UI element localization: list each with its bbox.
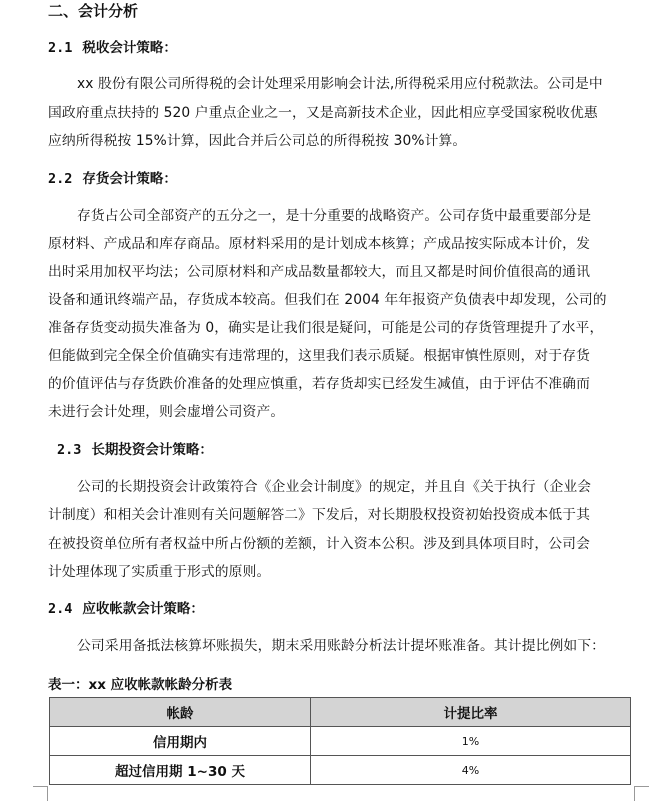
table-row (50, 756, 631, 785)
column-header-rate: 计提比率 (311, 698, 631, 727)
page-corner-mark-right (634, 786, 649, 801)
paragraph-line: 公司采用备抵法核算坏账损失，期末采用账龄分析法计提坏账准备。其计提比例如下： (77, 638, 606, 654)
paragraph-line: 未进行会计处理，则会虚增公司资产。 (48, 404, 285, 420)
paragraph-line: 计制度）和相关会计准则有关问题解答二》下发后，对长期股权投资初始投资成本低于其 (48, 507, 590, 523)
heading-number: 2.2 (48, 171, 73, 187)
heading-text: 存货会计策略： (82, 171, 177, 187)
section-title: 二、会计分析 (48, 2, 139, 20)
paragraph-line: 的价值评估与存货跌价准备的处理应慎重，若存货却实已经发生减值，由于评估不准确而 (48, 376, 590, 392)
heading-2-2 (48, 169, 177, 189)
paragraph-line: 原材料、产成品和库存商品。原材料采用的是计划成本核算；产成品按实际成本计价，发 (48, 236, 590, 252)
paragraph-line: 应纳所得税按 15%计算，因此合并后公司总的所得税按 30%计算。 (48, 133, 467, 149)
table-header-row (50, 698, 631, 727)
heading-text: 应收帐款会计策略： (82, 601, 204, 617)
table-cell-aging: 超过信用期 1~30 天 (50, 756, 311, 785)
paragraph-line: 公司的长期投资会计政策符合《企业会计制度》的规定，并且自《关于执行（企业会 (77, 479, 592, 495)
table-row (50, 727, 631, 756)
table-cell-rate: 4% (311, 756, 631, 785)
heading-2-4 (48, 599, 204, 619)
heading-text: 长期投资会计策略： (91, 442, 213, 458)
paragraph-line: 但能做到完全保全价值确实有违常理的，这里我们表示质疑。根据审慎性原则，对于存货 (48, 348, 590, 364)
paragraph-line: 在被投资单位所有者权益中所占份额的差额，计入资本公积。涉及到具体项目时，公司会 (48, 536, 590, 552)
table-cell-aging: 信用期内 (50, 727, 311, 756)
heading-2-1 (48, 38, 177, 58)
paragraph-line: 准备存货变动损失准备为 0，确实是让我们很是疑问，可能是公司的存货管理提升了水平， (48, 320, 604, 336)
table-caption: 表一：xx 应收帐款帐龄分析表 (48, 677, 233, 693)
paragraph-line: 存货占公司全部资产的五分之一，是十分重要的战略资产。公司存货中最重要部分是 (77, 208, 592, 224)
table-cell-rate: 1% (311, 727, 631, 756)
heading-number: 2.1 (48, 40, 73, 56)
heading-number: 2.4 (48, 601, 73, 617)
paragraph-line: 国政府重点扶持的 520 户重点企业之一，又是高新技术企业，因此相应享受国家税收优惠 (48, 105, 598, 121)
column-header-aging: 帐龄 (50, 698, 311, 727)
page-corner-mark-left (33, 786, 48, 801)
aging-table (49, 697, 631, 785)
paragraph-line: xx 股份有限公司所得税的会计处理采用影响会计法,所得税采用应付税款法。公司是中 (77, 76, 603, 92)
paragraph-line: 计处理体现了实质重于形式的原则。 (48, 564, 271, 580)
paragraph-line: 设备和通讯终端产品，存货成本较高。但我们在 2004 年年报资产负债表中却发现，公司的 (48, 292, 607, 308)
paragraph-line: 出时采用加权平均法；公司原材料和产成品数量都较大，而且又都是时间价值很高的通讯 (48, 264, 590, 280)
heading-number: 2.3 (57, 442, 82, 458)
heading-2-3 (57, 440, 213, 460)
heading-text: 税收会计策略： (82, 40, 177, 56)
